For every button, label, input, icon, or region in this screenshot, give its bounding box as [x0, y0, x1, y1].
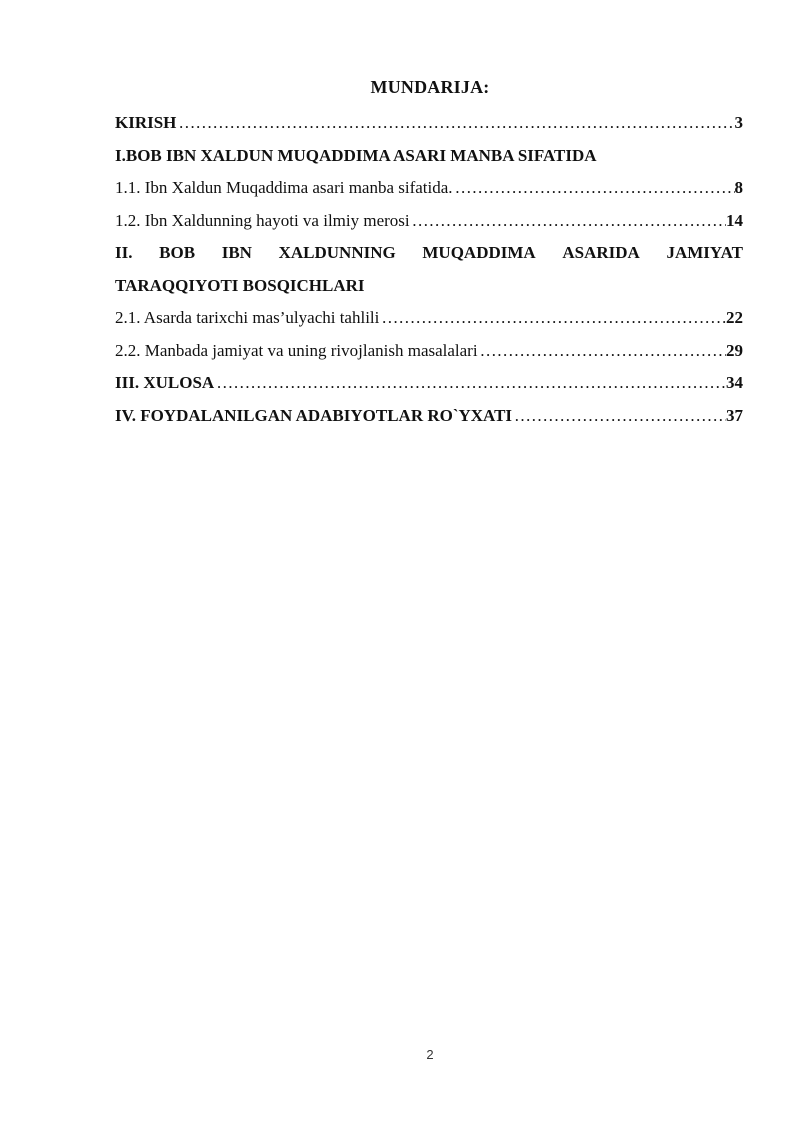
toc-entry-title: 1.1. Ibn Xaldun Muqaddima asari manba sifatida. — [115, 178, 453, 197]
toc-entry-1-2[interactable] — [115, 205, 743, 238]
dot-leader — [379, 302, 726, 335]
toc-entry-title: IV. FOYDALANILGAN ADABIYOTLAR RO`YXATI — [115, 405, 513, 425]
toc-chapter-word: IBN — [221, 243, 252, 262]
toc-chapter-2-line-1[interactable] — [115, 237, 743, 270]
dot-leader — [512, 400, 726, 433]
toc-chapter-word: JAMIYAT — [666, 243, 743, 262]
toc-chapter-word: ASARIDA — [562, 243, 640, 262]
toc-chapter-word: MUQADDIMA — [422, 243, 536, 262]
toc-entry-page: 37 — [726, 405, 743, 425]
toc-entry-title: 2.1. Asarda tarixchi mas’ulyachi tahlili — [115, 308, 380, 327]
toc-entry-1-1[interactable] — [115, 172, 743, 205]
toc-entry-page: 8 — [734, 178, 743, 197]
dot-leader — [214, 367, 726, 400]
dot-leader — [410, 205, 726, 238]
toc-heading: MUNDARIJA: — [370, 77, 490, 97]
toc-entry-title: KIRISH — [115, 113, 177, 132]
toc-entry-xulosa[interactable] — [115, 367, 743, 400]
toc-chapter-1[interactable] — [115, 140, 743, 173]
page-number: 2 — [426, 1047, 434, 1062]
table-of-contents — [115, 107, 743, 432]
toc-entry-title: 1.2. Ibn Xaldunning hayoti va ilmiy merosi — [115, 210, 410, 230]
dot-leader — [453, 172, 735, 205]
toc-entry-page: 3 — [734, 113, 743, 132]
toc-entry-page: 14 — [726, 210, 743, 230]
toc-chapter-2-line-2[interactable] — [115, 270, 743, 303]
toc-entry-page: 22 — [726, 308, 743, 327]
toc-entry-2-2[interactable] — [115, 335, 743, 368]
toc-chapter-word: BOB — [159, 243, 196, 262]
toc-entry-kirish[interactable] — [115, 107, 743, 140]
toc-chapter-word: II. — [115, 243, 133, 262]
dot-leader — [176, 107, 734, 140]
toc-entry-page: 29 — [726, 340, 743, 360]
dot-leader — [478, 335, 726, 368]
toc-entry-title: III. XULOSA — [115, 373, 215, 392]
toc-entry-adabiyotlar[interactable] — [115, 400, 743, 433]
toc-chapter-title: TARAQQIYOTI BOSQICHLARI — [115, 275, 365, 295]
toc-chapter-word: XALDUNNING — [278, 243, 396, 262]
toc-entry-2-1[interactable] — [115, 302, 743, 335]
toc-chapter-title: I.BOB IBN XALDUN MUQADDIMA ASARI MANBA SIFATIDA — [115, 145, 597, 165]
toc-entry-title: 2.2. Manbada jamiyat va uning rivojlanish masalalari — [115, 340, 478, 360]
toc-entry-page: 34 — [726, 373, 743, 392]
